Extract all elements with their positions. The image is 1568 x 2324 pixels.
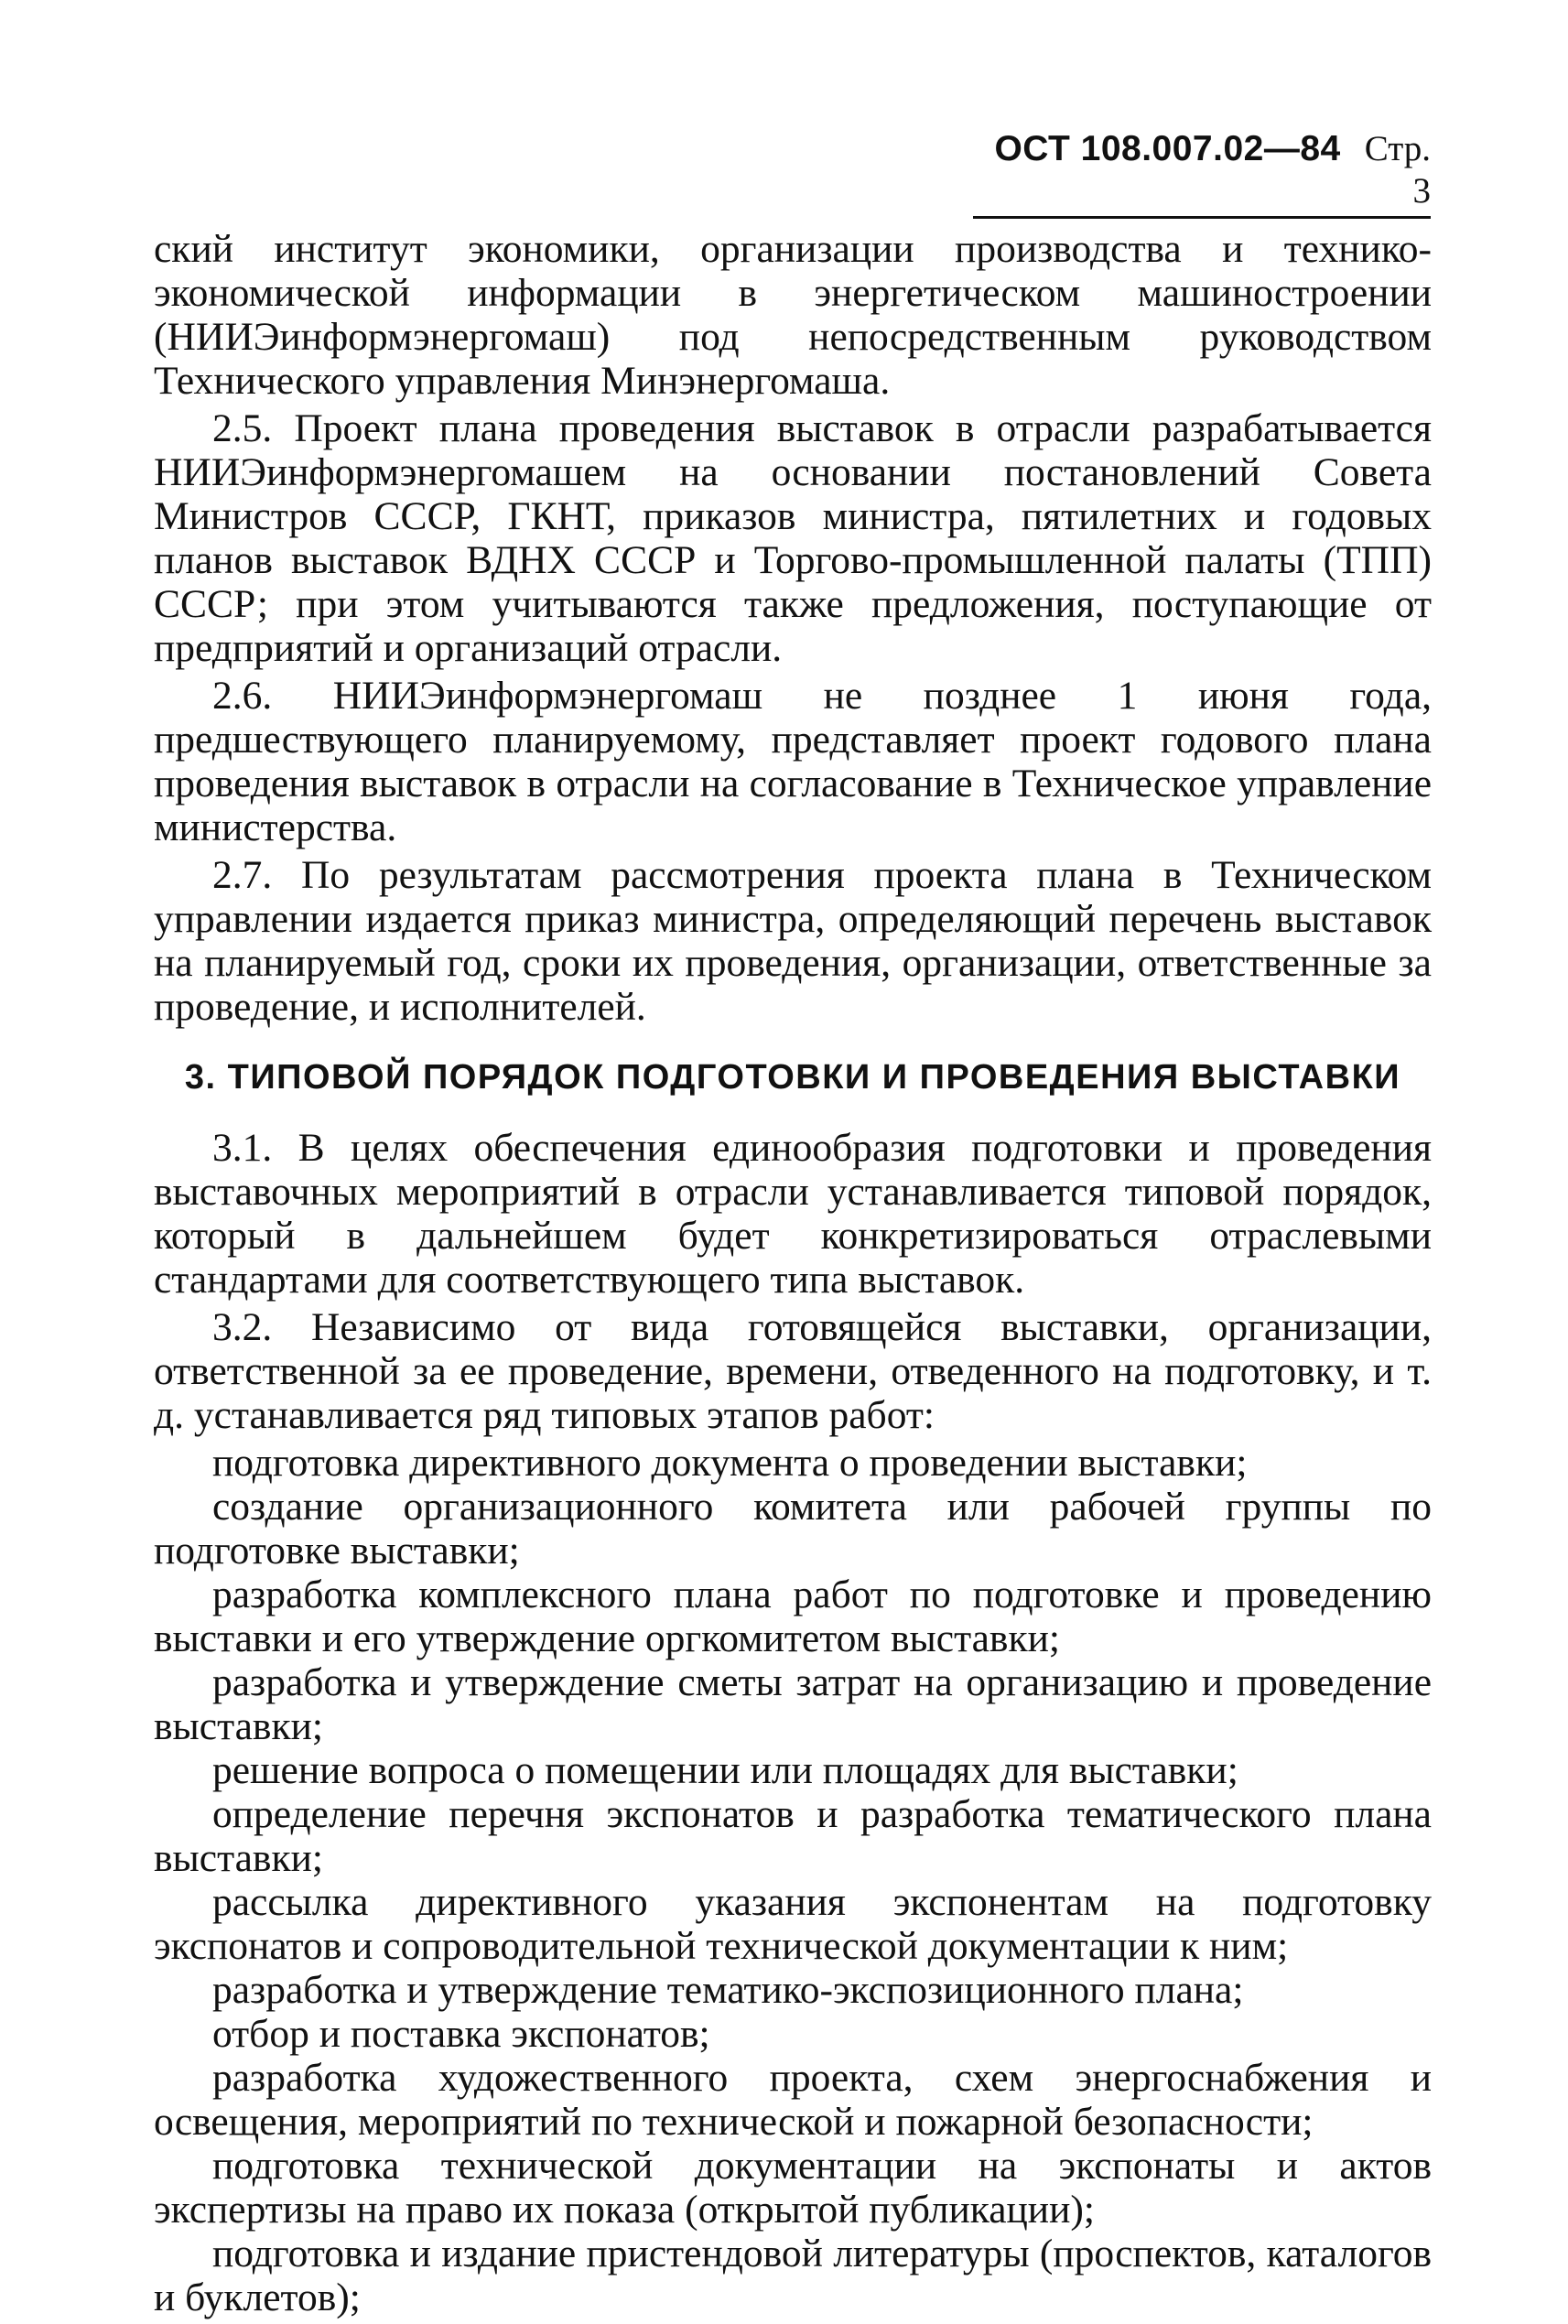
- page-header: [973, 128, 1431, 219]
- stages-list: [154, 1441, 1432, 2319]
- list-item: определение перечня экспонатов и разработка тематического плана выставки;: [154, 1792, 1432, 1880]
- clause-3-1: 3.1. В целях обеспечения единообразия подготовки и проведения выставочных мероприятий в отрасли устанавливается типовой порядок, который в дальнейшем будет конкретизироваться отраслевыми стандартами для соответствующего типа выставок.: [154, 1126, 1432, 1302]
- continuation-paragraph: ский институт экономики, организации производства и технико-экономической информации в энергетическом машиностроении (НИИЭинформэнергомаш) под непосредственным руководством Технического управления Минэнергомаша.: [154, 227, 1432, 403]
- list-item: подготовка технической документации на экспонаты и актов экспертизы на право их показа (открытой публикации);: [154, 2144, 1432, 2232]
- clause-2-5: 2.5. Проект плана проведения выставок в отрасли разрабатывается НИИЭинформэнергомашем на основании постановлений Совета Министров СССР, ГКНТ, приказов министра, пятилетних и годовых планов выставок ВДНХ СССР и Торгово-промышленной палаты (ТПП) СССР; при этом учитываются также предложения, поступающие от предприятий и организаций отрасли.: [154, 406, 1432, 670]
- list-item: отбор и поставка экспонатов;: [212, 2012, 710, 2056]
- list-item: разработка и утверждение тематико-экспозиционного плана;: [212, 1968, 1244, 2012]
- list-item: решение вопроса о помещении или площадях для выставки;: [212, 1748, 1238, 1792]
- list-item: разработка комплексного плана работ по подготовке и проведению выставки и его утверждение оргкомитетом выставки;: [154, 1573, 1432, 1660]
- list-item: подготовка и издание пристендовой литературы (проспектов, каталогов и буклетов);: [154, 2232, 1432, 2319]
- document-body: [154, 227, 1432, 2319]
- list-item: рассылка директивного указания экспонентам на подготовку экспонатов и сопроводительной технической документации к ним;: [154, 1880, 1432, 1968]
- list-item: подготовка директивного документа о проведении выставки;: [212, 1441, 1248, 1485]
- list-item: разработка художественного проекта, схем энергоснабжения и освещения, мероприятий по технической и пожарной безопасности;: [154, 2056, 1432, 2144]
- list-item: разработка и утверждение сметы затрат на организацию и проведение выставки;: [154, 1660, 1432, 1748]
- page-number: Стр. 3: [1364, 129, 1431, 211]
- list-item: создание организационного комитета или рабочей группы по подготовке выставки;: [154, 1485, 1432, 1573]
- section-3-heading: 3. ТИПОВОЙ ПОРЯДОК ПОДГОТОВКИ И ПРОВЕДЕНИЯ ВЫСТАВКИ: [184, 1058, 1401, 1097]
- clause-2-7: 2.7. По результатам рассмотрения проекта плана в Техническом управлении издается приказ министра, определяющий перечень выставок на планируемый год, сроки их проведения, организации, ответственные за проведение, и исполнителей.: [154, 853, 1432, 1029]
- standard-code: ОСТ 108.007.02—84: [994, 129, 1341, 168]
- clause-3-2: 3.2. Независимо от вида готовящейся выставки, организации, ответственной за ее проведение, времени, отведенного на подготовку, и т. д. устанавливается ряд типовых этапов работ:: [154, 1305, 1432, 1437]
- clause-2-6: 2.6. НИИЭинформэнергомаш не позднее 1 июня года, предшествующего планируемому, представляет проект годового плана проведения выставок в отрасли на согласование в Техническое управление министерства.: [154, 674, 1432, 849]
